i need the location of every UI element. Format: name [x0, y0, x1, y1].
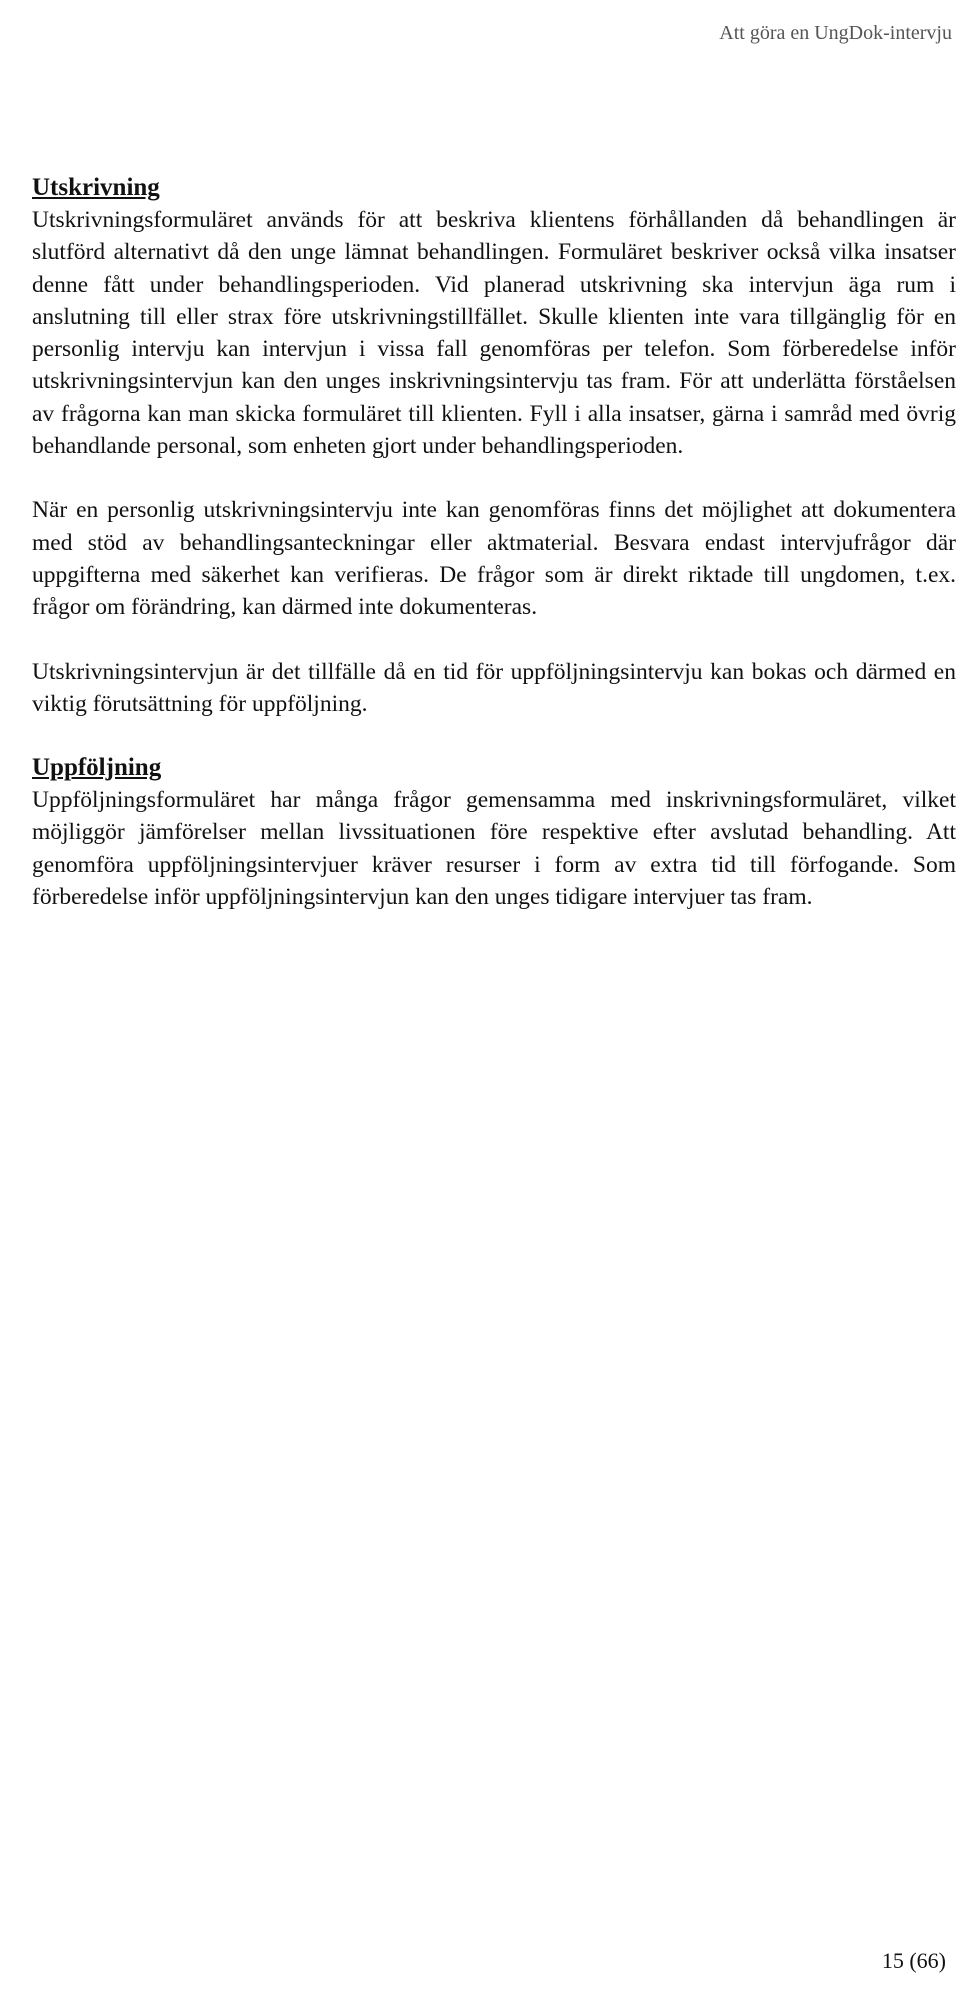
paragraph: Utskrivningsformuläret används för att beskriva klientens förhållanden då behandlingen är slutförd alternativt då den unge lämnat behandlingen. Formuläret beskriver också vilka insatser denne fått under behandlingsperioden. Vid planerad utskrivning ska intervjun äga rum i anslutning till eller strax före utskrivningstillfället. Skulle klienten inte vara tillgänglig för en personlig intervju kan intervjun i vissa fall genomföras per telefon. Som förberedelse inför utskrivningsintervjun kan den unges inskrivningsintervju tas fram. För att underlätta förståelsen av frågorna kan man skicka formuläret till klienten. Fyll i alla insatser, gärna i samråd med övrig behandlande personal, som enheten gjort under behandlingsperioden. — [32, 207, 956, 460]
paragraph: Uppföljningsformuläret har många frågor gemensamma med inskrivningsformuläret, vilket möjliggör jämförelser mellan livssituationen före respektive efter avslutad behandling. Att genomföra uppföljningsintervjuer kräver resurser i form av extra tid till förfogande. Som förberedelse inför uppföljningsintervjun kan den unges tidigare intervjuer tas fram. — [32, 787, 956, 911]
section-uppfoljning — [32, 752, 956, 913]
section-heading: Utskrivning — [32, 174, 160, 201]
section-utskrivning — [32, 172, 956, 752]
section-heading: Uppföljning — [32, 754, 162, 782]
paragraph: När en personlig utskrivningsintervju inte kan genomföras finns det möjlighet att dokumentera med stöd av behandlingsanteckningar eller aktmaterial. Besvara endast intervjufrågor där uppgifterna med säkerhet kan verifieras. De frågor som är direkt riktade till ungdomen, t.ex. frågor om förändring, kan därmed inte dokumenteras. — [32, 497, 956, 621]
document-body — [32, 172, 956, 913]
page-number: 15 (66) — [881, 1948, 946, 1973]
paragraph: Utskrivningsintervjun är det tillfälle då en tid för uppföljningsintervju kan bokas och därmed en viktig förutsättning för uppföljning. — [32, 658, 956, 717]
running-header: Att göra en UngDok-intervju — [719, 22, 952, 44]
